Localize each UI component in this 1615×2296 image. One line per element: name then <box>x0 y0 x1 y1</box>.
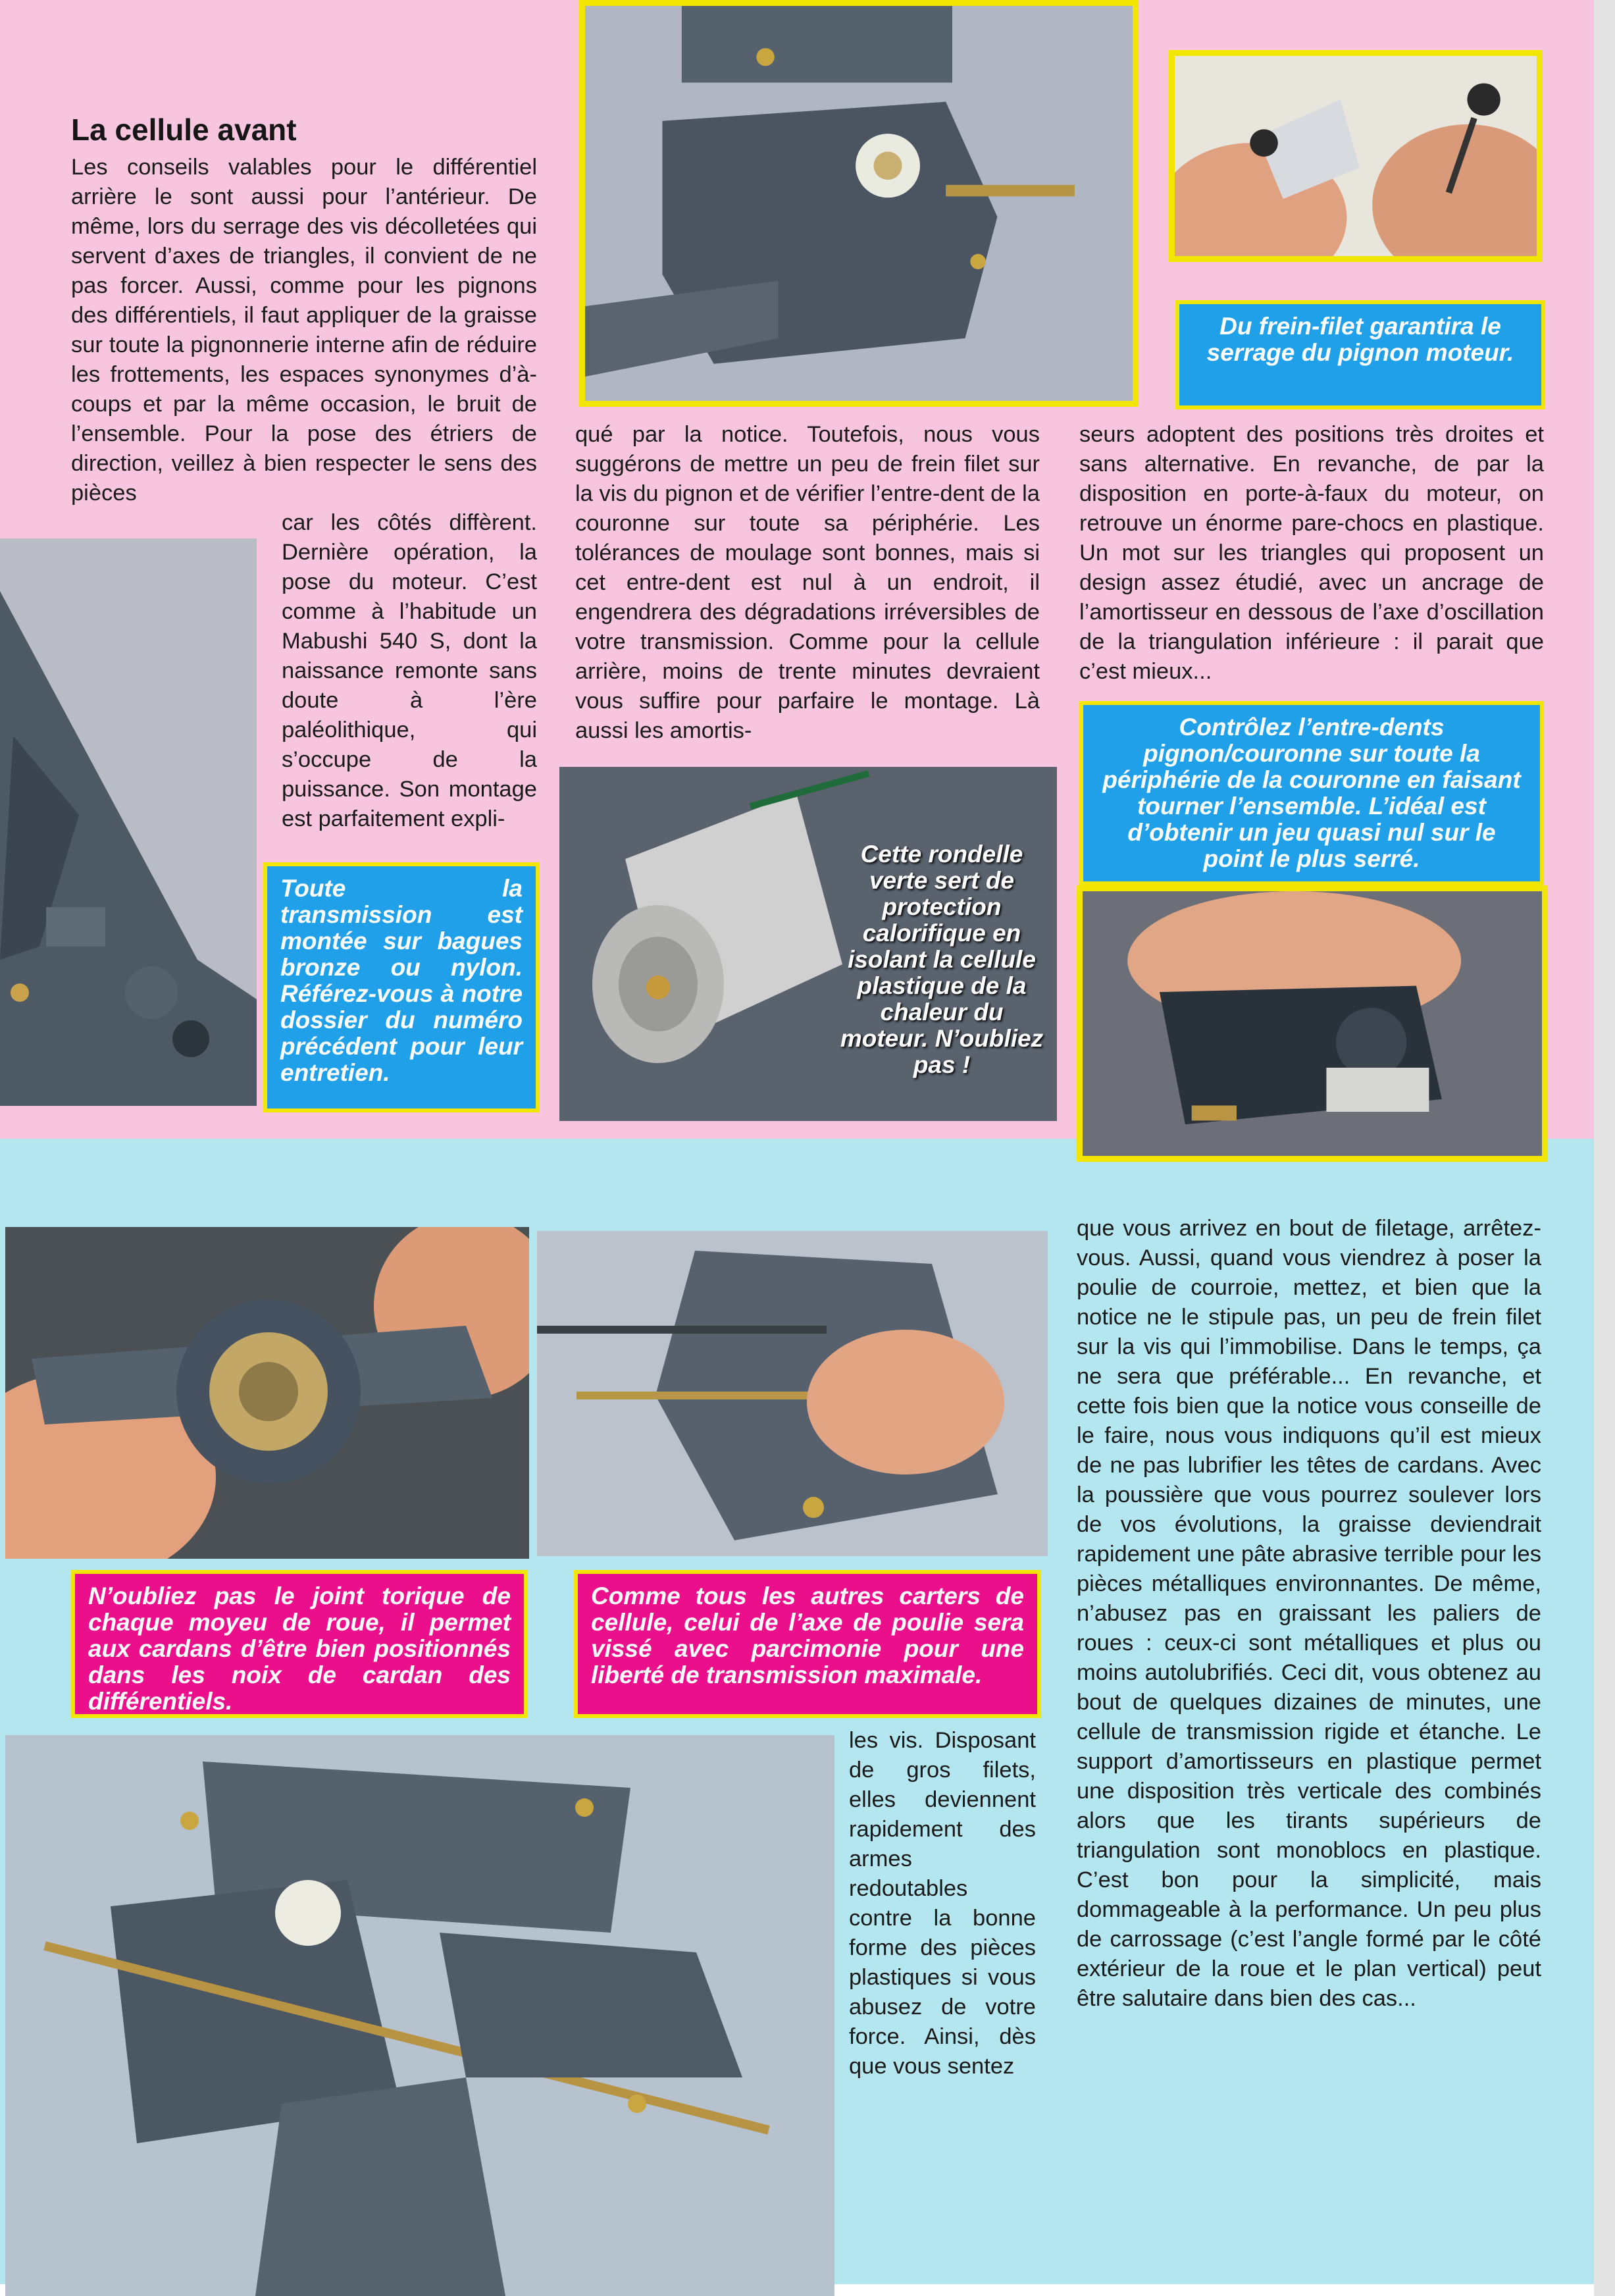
section-title: La cellule avant <box>71 113 297 147</box>
photo-front-cell-assembly <box>579 0 1139 407</box>
text-column-middle: qué par la notice. Toutefois, nous vous suggérons de mettre un peu de frein filet sur la vis du pignon et de vérifier l’entre-dent de la couronne sur toute sa périphérie. Les tolérances de moulage sont bonnes, mais si cet entre-dent est nul à un endroit, il engendrera des dégradations irréversibles de votre transmission. Comme pour la cellule arrière, moins de trente minutes devraient vous suffire pour parfaire le montage. Là aussi les amortis- <box>575 422 1040 743</box>
text-column-bottom-narrow: les vis. Disposant de gros filets, elles deviennent rapidement des armes redoutables contre la bonne forme des pièces plastiques si vous abusez de votre force. Ainsi, dès que vous sentez <box>849 1728 1036 2079</box>
text-column-right: seurs adoptent des positions très droites et sans alternative. En revanche, de par la disposition en porte-à-faux du moteur, on retrouve un énorme pare-chocs en plastique. Un mot sur les triangles qui proposent un design assez étudié, avec un ancrage de l’amortisseur en dessous de l’axe d’oscillation de la triangulation inférieure : il parait que c’est mieux... <box>1079 422 1544 684</box>
text-column-bottom-right: que vous arrivez en bout de filetage, arrêtez-vous. Aussi, quand vous viendrez à poser la poulie de courroie, mettez, et bien que la notice ne le stipule pas, un peu de frein filet sur la vis qui l’immobilise. Dans le temps, ça ne sera que préférable... En revanche, et cette fois bien que la notice vous conseille de le faire, nous vous indiquons qu’il est mieux de ne pas lubrifier les têtes de cardans. Avec la poussière que vous pourrez soulever lors de vos évolutions, la graisse deviendrait rapidement une pâte abrasive terrible pour les pièces métalliques environnantes. De même, n’abusez pas en graissant les paliers de roues : ceux-ci sont métalliques et plus ou moins autolubrifiés. Ceci dit, vous obtenez au bout de quelques dizaines de minutes, une cellule de transmission rigide et étanche. Le support d’amortisseurs en plastique permet une disposition très verticale des combinés alors que les tirants supérieurs de triangulation sont monoblocs en plastique. C’est bon pour la simplicité, mais dommageable à la performance. Un peu plus de carrossage (c’est l’angle formé par le côté extérieur de la roue et le plan vertical) peut être salutaire dans bien des cas... <box>1077 1216 1541 2011</box>
photo-thread-lock <box>1169 50 1543 262</box>
caption-carters: Comme tous les autres carters de cellule, celui de l’axe de poulie sera vissé avec parcimonie pour une liberté de transmission maximale. <box>574 1570 1041 1718</box>
caption-joint-torique: N’oubliez pas le joint torique de chaque moyeu de roue, il permet aux cardans d’être bien positionnés dans les noix de cardan des différentiels. <box>71 1570 528 1718</box>
photo-front-cell-complete <box>5 1735 834 2296</box>
text-column-intro: Les conseils valables pour le différentiel arrière le sont aussi pour l’antérieur. De même, lors du serrage des vis décolletées qui servent d’axes de triangles, il convient de ne pas forcer. Aussi, comme pour les pignons des différentiels, il faut appliquer de la graisse sur toute la pignonnerie interne afin de réduire les frottements, les espaces synonymes d’à-coups et par la même occasion, le bruit de l’ensemble. Pour la pose des étriers de direction, veillez à bien respecter le sens des pièces <box>71 155 537 506</box>
page-edge <box>1594 0 1615 2296</box>
caption-rondelle: Cette rondelle verte sert de protection calorifique en isolant la cellule plastique de la chaleur du moteur. N’oubliez pas ! <box>840 841 1044 1078</box>
text-column-narrow: car les côtés diffèrent. Dernière opération, la pose du moteur. C’est comme à l’habitude un Mabushi 540 S, dont la naissance remonte sans doute à l’ère paléolithique, qui s’occupe de la puissance. Son montage est parfaitement expli- <box>282 510 537 831</box>
photo-pinion-check <box>1077 885 1548 1162</box>
caption-frein-filet: Du frein-filet garantira le serrage du pignon moteur. <box>1175 300 1545 409</box>
photo-partial-front-cell <box>0 538 257 1106</box>
photo-pulley-axle <box>537 1231 1048 1556</box>
photo-wheel-hub <box>5 1227 529 1559</box>
caption-entre-dents: Contrôlez l’entre-dents pignon/couronne sur toute la périphérie de la couronne en faisant tourner l’ensemble. L’idéal est d’obtenir un jeu quasi nul sur le point le plus serré. <box>1079 701 1544 885</box>
caption-transmission: Toute la transmission est montée sur bagues bronze ou nylon. Référez-vous à notre dossier du numéro précédent pour leur entretien. <box>263 862 540 1112</box>
